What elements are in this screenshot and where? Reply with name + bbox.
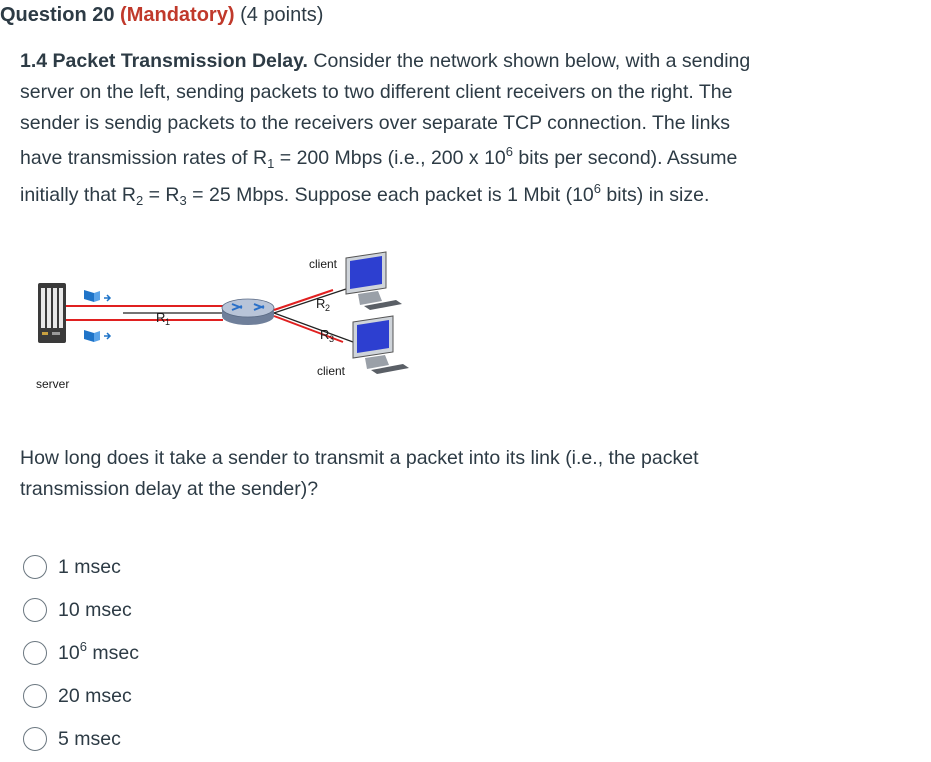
option-3[interactable] (23, 638, 139, 668)
superscript: 6 (79, 638, 87, 654)
body-line-3: sender is sendig packets to the receivers over separate TCP connection. The links (20, 112, 730, 134)
option-5[interactable] (23, 724, 121, 754)
server-label: server (36, 377, 70, 391)
prompt-line-1: How long does it take a sender to transmit a packet into its link (i.e., the packet (20, 447, 699, 469)
router-icon (222, 299, 274, 325)
superscript: 6 (505, 144, 514, 159)
option-label: 5 msec (58, 727, 121, 750)
body-line-1 (20, 46, 900, 77)
link-r1-sub: 1 (165, 317, 171, 327)
link-r2 (274, 289, 346, 313)
client-computer-icon (353, 316, 409, 374)
client-top-label: client (309, 257, 338, 271)
link-r2-letter: R (316, 296, 326, 311)
mandatory-label: (Mandatory) (120, 4, 235, 26)
option-1[interactable] (23, 552, 121, 582)
option-label: 1 msec (58, 555, 121, 578)
question-title: Question 20 (0, 4, 115, 26)
subscript: 3 (179, 193, 187, 208)
packet-icon (84, 330, 110, 342)
link-r3 (274, 313, 353, 342)
option-label-unit: msec (86, 641, 139, 664)
client-computer-icon (346, 252, 402, 310)
option-label: 20 msec (58, 684, 132, 707)
points-label: (4 points) (240, 4, 324, 26)
radio-button[interactable] (23, 641, 47, 665)
body-line-2: server on the left, sending packets to two different client receivers on the right. The (20, 81, 733, 103)
option-label-base: 10 (58, 641, 80, 664)
option-2[interactable] (23, 595, 132, 625)
link-r1-letter: R (156, 310, 166, 325)
body-text: have transmission rates of R (20, 147, 268, 169)
body-line-5 (20, 180, 900, 211)
radio-button[interactable] (23, 684, 47, 708)
radio-button[interactable] (23, 598, 47, 622)
body-text: = 25 Mbps. Suppose each packet is 1 Mbit (10 (186, 184, 594, 206)
link-r2-sub: 2 (325, 303, 331, 313)
network-diagram (28, 250, 428, 400)
link-r3-letter: R (320, 327, 330, 342)
subscript: 1 (267, 156, 275, 171)
question-header (0, 4, 323, 27)
radio-button[interactable] (23, 555, 47, 579)
question-prompt (20, 443, 900, 505)
body-text: bits per second). Assume (513, 147, 738, 169)
prompt-line-2: transmission delay at the sender)? (20, 478, 319, 500)
subscript: 2 (135, 193, 144, 208)
question-lead: 1.4 Packet Transmission Delay. (20, 50, 308, 72)
body-text: Consider the network shown below, with a sending (313, 50, 751, 72)
network-diagram-svg (28, 250, 428, 400)
question-body (20, 46, 900, 211)
server-icon (38, 283, 66, 343)
option-label: 10 msec (58, 598, 132, 621)
body-text: initially that R (20, 184, 136, 206)
option-4[interactable] (23, 681, 132, 711)
option-label (58, 638, 139, 665)
body-text: bits) in size. (601, 184, 710, 206)
body-line-4 (20, 143, 900, 174)
superscript: 6 (593, 181, 602, 196)
body-text: = R (143, 184, 180, 206)
body-text: = 200 Mbps (i.e., 200 x 10 (274, 147, 506, 169)
radio-button[interactable] (23, 727, 47, 751)
link-r1 (66, 306, 223, 320)
packet-icon (84, 290, 110, 302)
link-r3-sub: 3 (329, 334, 335, 344)
client-bottom-label: client (317, 364, 346, 378)
